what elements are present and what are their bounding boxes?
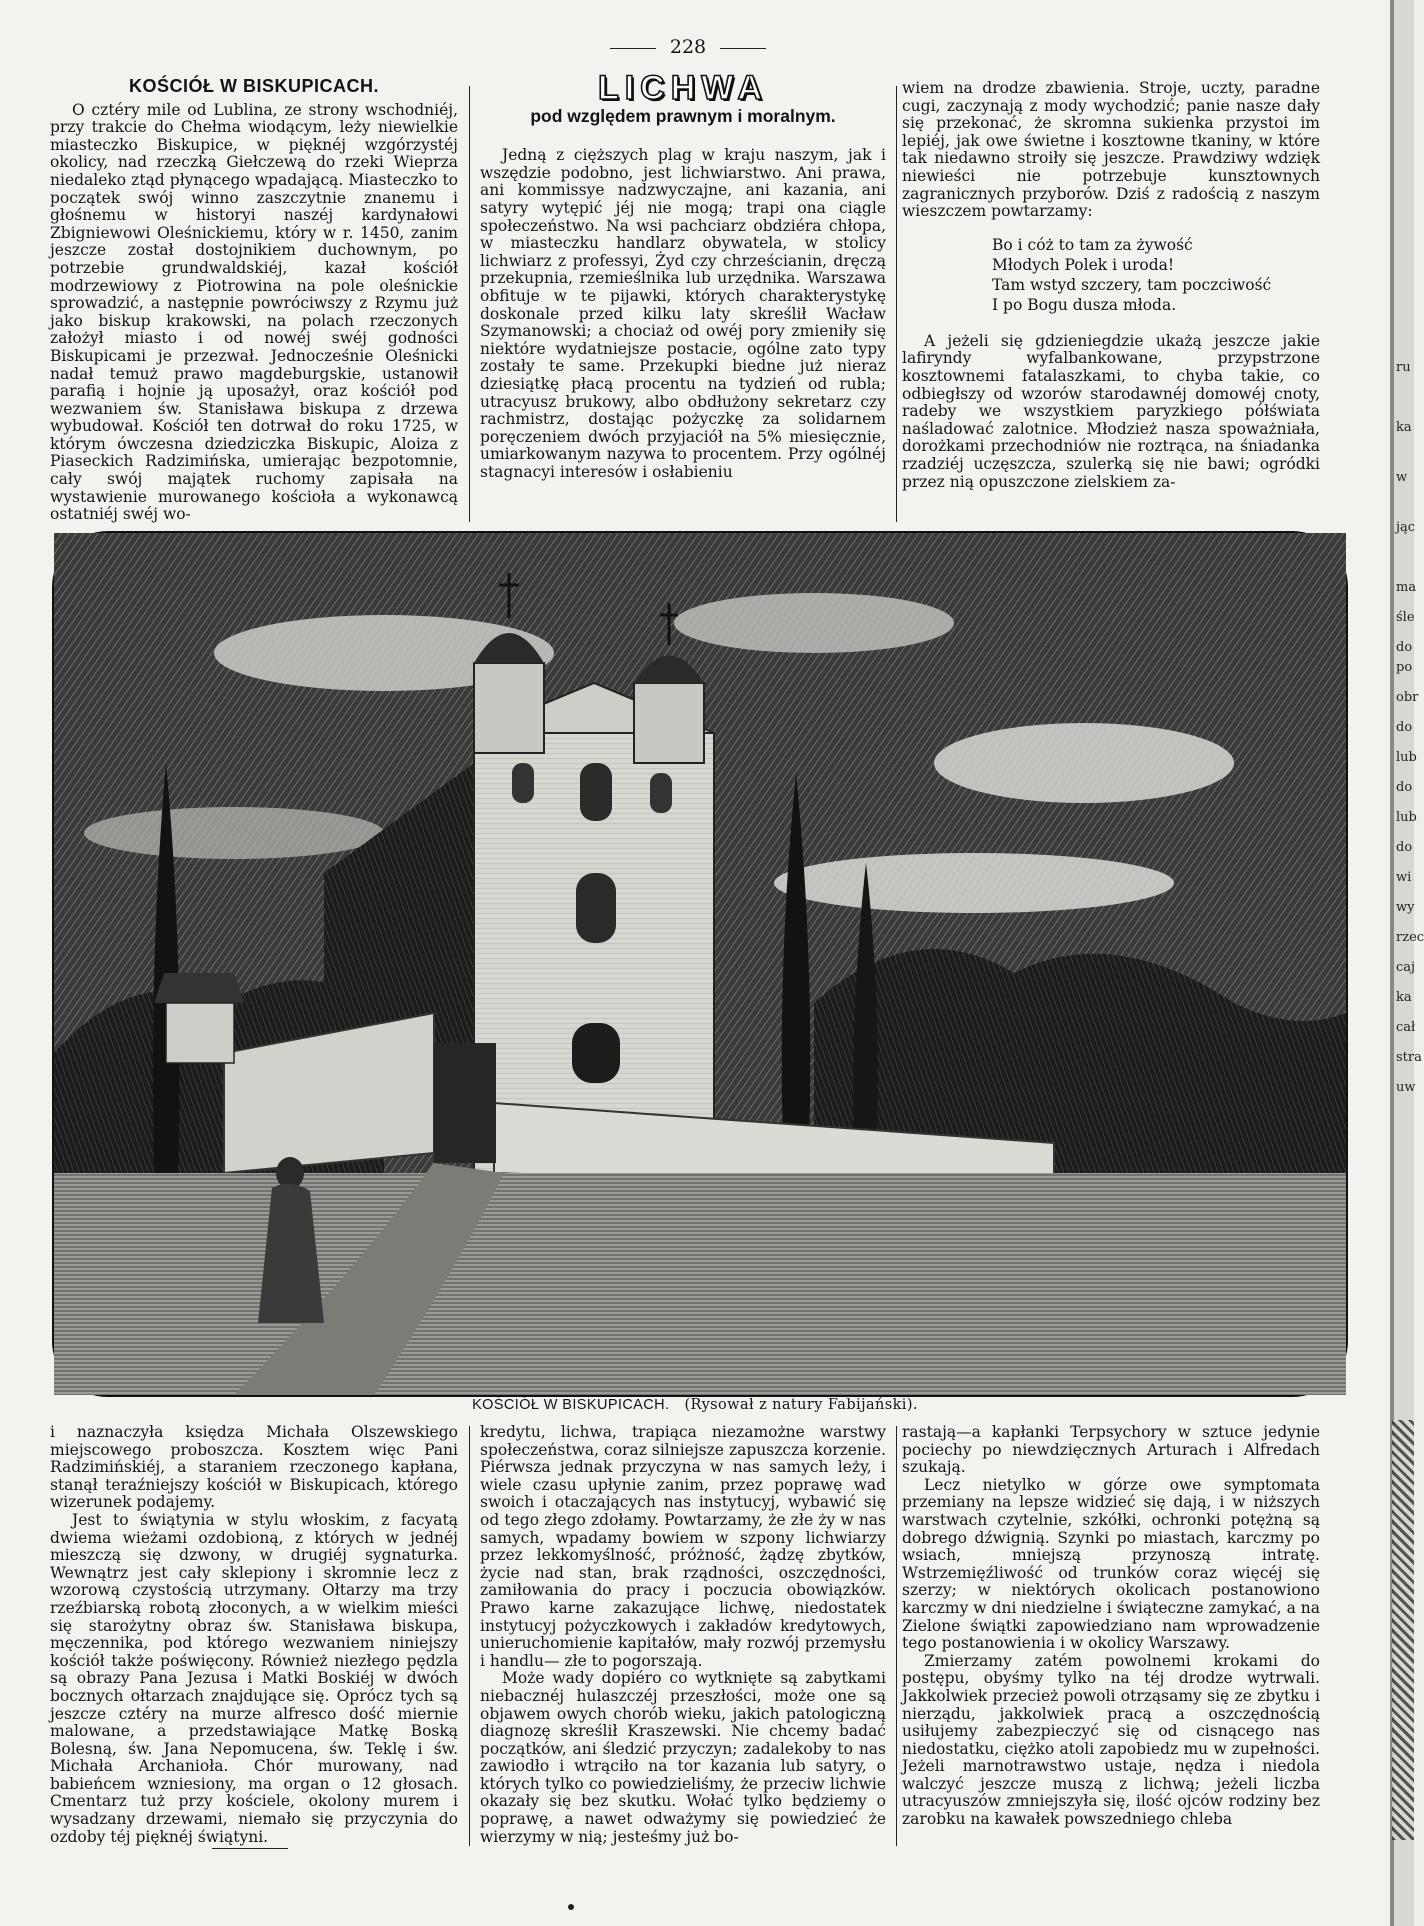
article-paragraph: A jeżeli się gdzieniegdzie ukażą jeszcze jakie lafiryndy wyfalbankowane, przypstrzone kosztownemi fatalaszkami, to chyba takie, co odbiegłszy od wzorów starodawnéj domowéj cnoty, radeby we wszystkiem paryzkiego półświata naśladować zalotnice. Młodzież nasza spoważniała, dorożkami przechodniów nie roztrąca, na śniadanka rzadziéj uczęszcza, szulerką się nie bawi; ogródki przez nią opuszczone zielskiem za- xyxy=(902,331,1320,491)
adjacent-text-fragment: lub xyxy=(1396,750,1417,765)
article-paragraph: kredytu, lichwa, trapiąca niezamożne warstwy społeczeństwa, coraz silniejsze zapuszcza korzenie. Piérwsza jednak przyczyna w nas samych leży, i wiele czasu upłynie zanim, przez poprawę wad swoich i otaczających nas instytucyj, wybawić się od tego złego zdołamy. Powtarzamy, że złe ży w nas samych, wpadamy bowiem w szpony lichwiarzy przez lekkomyślność, próżność, żądzę zbytków, życie nad stan, brak rządności, oszczędności, zamiłowania do pracy i poczucia obowiązków. Prawo karne zakazujące lichwę, niedostatek instytucyj pożyczkowych i zakładów kredytowych, unieruchomienie kapitałów, mały rozwój przemysłu i handlu— złe to pogorszają. xyxy=(480,1423,886,1670)
adjacent-text-fragment: caj xyxy=(1396,960,1416,975)
church-engraving xyxy=(52,531,1348,1397)
adjacent-text-fragment: do xyxy=(1396,840,1413,855)
article-paragraph: Lecz nietylko w górze owe symptomata przemiany na lepsze widzieć się dają, i w niższych warstwach czytelnie, szkółki, ochronki potężną są dobrego dźwignią. Szynki po miastach, karczmy po wsiach, mniejszą przynoszą intratę. Wstrzemięźliwość od trunków coraz więcéj się szerzy; w niektórych okolicach postanowiono karczmy w dni niedzielne i świąteczne zamykać, a na Zielone świątki zapowiedziano nam wprowadzenie tego postanowienia i w okolicy Warszawy. xyxy=(902,1475,1320,1653)
chapel-roof xyxy=(154,973,244,1003)
gate xyxy=(434,1043,496,1163)
facade-window xyxy=(650,773,672,813)
poem-line: Bo i cóż to tam za żywość xyxy=(992,235,1193,254)
column-rule-right-top xyxy=(896,86,897,522)
cloud xyxy=(674,593,954,653)
poem-quote xyxy=(992,235,1320,315)
poem-line: I po Bogu dusza młoda. xyxy=(992,295,1177,314)
facade-window xyxy=(512,763,534,803)
adjacent-text-fragment: rzec xyxy=(1396,930,1424,945)
article-subtitle-lichwa: pod względem prawnym i moralnym. xyxy=(530,105,836,126)
adjacent-text-fragment: uw xyxy=(1396,1080,1416,1095)
right-column-bottom xyxy=(902,1424,1320,1844)
facade-window-large xyxy=(576,873,616,943)
engraving-illustration xyxy=(54,533,1346,1395)
adjacent-text-fragment: wi xyxy=(1396,870,1412,885)
article-title-kosciol: KOŚCIÓŁ W BISKUPICACH. xyxy=(128,76,379,96)
poem-line: Młodych Polek i uroda! xyxy=(992,255,1175,274)
tower-left xyxy=(474,663,544,753)
adjacent-text-fragment: jąc xyxy=(1396,520,1416,535)
column-rule-right-bottom xyxy=(896,1426,897,1846)
adjacent-text-fragment: obr xyxy=(1396,690,1419,705)
left-column-bottom xyxy=(50,1424,458,1844)
article-end-rule xyxy=(212,1848,288,1849)
article-paragraph: wiem na drodze zbawienia. Stroje, uczty, paradne cugi, zaczynają z mody wychodzić; panie nasze dały się przekonać, że skromna sukienka przystoi im lepiéj, jak owe świetne i kosztowne tkaniny, w które tak niedawno stroiły się jeszcze. Prawdziwy wdzięk niewieści nie potrzebuje kunsztownych zagranicznych przyborów. Dziś z radością z naszym wieszczem powtarzamy: xyxy=(902,79,1320,221)
poem-line: Tam wstyd szczery, tam poczciwość xyxy=(992,275,1272,294)
adjacent-text-fragment: ma xyxy=(1396,580,1417,595)
page-number: 228 xyxy=(588,36,788,58)
cloud xyxy=(84,807,384,859)
ground xyxy=(54,1173,1346,1395)
adjacent-text-fragment: do xyxy=(1396,720,1413,735)
page-mark xyxy=(568,1904,574,1910)
cloud xyxy=(934,723,1234,803)
adjacent-text-fragment: w xyxy=(1396,470,1408,485)
article-paragraph: Może wady dopiéro co wytknięte są zabytkami niebacznéj hulaszczéj przeszłości, może one są objawem owych chorób wieku, jakich patologiczną diagnozę skreślił Kraszewski. Nie chcemy badać początków, ani śledzić przyczyn; zadalekoby to nas zawiodło i wtrąciło na tor kazania lub satyry, o których tylko co powiedzieliśmy, że przeciw lichwie okazały się bez skutku. Wołać tylko będziemy o poprawę, a nawet odważymy się powiedzieć że wierzymy w nią; jesteśmy już bo- xyxy=(480,1669,886,1846)
adjacent-text-fragment: ru xyxy=(1396,360,1411,375)
adjacent-text-fragment: stra xyxy=(1396,1050,1422,1065)
adjacent-text-fragment: do xyxy=(1396,640,1413,655)
adjacent-text-fragment: ka xyxy=(1396,420,1412,435)
article-paragraph: i naznaczyła księdza Michała Olszewskiego miejscowego proboszcza. Kosztem więc Pani Radzimińskiéj, a staraniem rzeczonego kapłana, stanął teraźniejszy kościół w Biskupicach, którego wizerunek podajemy. xyxy=(50,1423,458,1512)
middle-column-bottom xyxy=(480,1424,886,1844)
caption-credit: (Rysował z natury Fabijański). xyxy=(684,1397,918,1413)
facade-niche xyxy=(580,763,612,821)
article-paragraph: Jest to świątynia w stylu włoskim, z facyatą dwiema wieżami ozdobioną, z których w jednéj mieszczą się dzwony, w drugiéj sygnaturka. Wewnątrz jest cały sklepiony i skromnie lecz z wzorową czystością utrzymany. Ołtarzy ma trzy rzeźbiarską robotą złoconych, a w wielkim mieści się starożytny obraz św. Stanisława biskupa, męczennika, pod którego wezwaniem niniejszy kościół także poświęcony. Również niezłego pędzla są obrazy Pana Jezusa i Matki Boskiéj w dwóch bocznych ołtarzach znajdujące się. Oprócz tych są jeszcze cztéry na murze alfresco dość miernie malowane, a przedstawiające Matkę Boską Bolesną, św. Jana Nepomucena, św. Teklę i św. Michała Archanioła. Chór murowany, nad babieńcem wzniesiony, ma organ o 12 głosach. Cmentarz tuż przy kościele, okolony murem i wysadzany drzewami, niemało się przyczynia do ozdoby téj pięknéj świątyni. xyxy=(50,1510,458,1846)
cloud xyxy=(774,853,1174,913)
middle-column-top xyxy=(480,69,886,522)
chapel xyxy=(166,1003,234,1063)
adjacent-text-fragment: po xyxy=(1396,660,1413,675)
adjacent-text-fragment: ka xyxy=(1396,990,1412,1005)
adjacent-text-fragment: wy xyxy=(1396,900,1415,915)
adjacent-text-fragment: cał xyxy=(1396,1020,1416,1035)
adjacent-text-fragment: do xyxy=(1396,780,1413,795)
article-paragraph: O cztéry mile od Lublina, ze strony wschodniéj, przy trakcie do Chełma wiodącym, leży niewielkie miasteczko Biskupice, w pięknéj wzgórzystéj okolicy, nad rzeczką Giełczewą do rzeki Wieprza niedaleko ztąd płynącego wpadającą. Miasteczko to początek swój winno zaszczytnie znanemu i głośnemu w historyi naszéj kardynałowi Zbigniewowi Oleśnickiemu, który w r. 1450, zanim jeszcze został dostojnikiem duchownym, po potrzebie grundwaldskiéj, kazał kościół modrzewiowy z Piotrowina na pole oleśnickie sprowadzić, a następnie powróciwszy z Rzymu już jako biskup krakowski, na polach rzeczonych założył miasto i od nowéj swéj godności Biskupicami je przezwał. Jednocześnie Oleśnicki nadał temuż prawo magdeburgskie, ustanowił parafią i hojnie ją uposażył, oraz kościół pod wezwaniem św. Stanisława biskupa z drzewa wybudował. Kościół ten dotrwał do roku 1725, w którym ówczesna dziedziczka Biskupic, Aloiza z Piaseckich Radzimińska, umierając bezpotomnie, cały swój majątek ruchomy zapisała na wystawienie murowanego kościoła a wykonawcą ostatniéj swéj wo- xyxy=(50,100,458,524)
left-column-top xyxy=(50,76,458,524)
article-paragraph: rastają—a kapłanki Terpsychory w sztuce jedynie pociechy po niewdzięcznych Arturach i Alfredach szukają. xyxy=(902,1423,1320,1477)
column-rule-left-top xyxy=(469,86,470,522)
adjacent-text-fragment: lub xyxy=(1396,810,1417,825)
article-paragraph: Zmierzamy zatém powolnemi krokami do postępu, obyśmy tylko na téj drodze wytrwali. Jakkolwiek przecież powoli otrząsamy się ze zbytku i nierządu, jakkolwiek pracą a oszczędnością usiłujemy zabezpieczyć się od cisnącego nas niedostatku, ciężko atoli zapobiedz mu w zupełności. Jeżeli marnotrawstwo ustaje, nędza i niedola walczyć jeszcze muszą z lichwą; jeżeli liczba utracyuszów zmniejszyła się, ilość ojców rodziny bez zarobku na kawałek powszedniego chleba xyxy=(902,1651,1320,1829)
church-door xyxy=(572,1023,620,1083)
adjacent-page-illustration xyxy=(1392,1420,1414,1840)
caption-title: KOŚCIÓŁ W BISKUPICACH. xyxy=(472,1397,670,1413)
right-column-top xyxy=(902,80,1320,522)
tower-right xyxy=(634,683,704,763)
article-paragraph: Jedną z cięższych plag w kraju naszym, jak i wszędzie podobno, jest lichwiarstwo. Ani prawa, ani kommissye nadzwyczajne, ani kazania, ani satyry wytępić jéj nie mogą; trapi ona ciągle społeczeństwo. Na wsi pachciarz obdziéra chłopa, w miasteczku handlarz obywatela, w stolicy lichwiarz z professyi, Żyd czy chrześcianin, dręczą przekupnia, rzemieślnika lub urzędnika. Warszawa obfituje w te pijawki, których charakterystykę doskonale przed kilku laty skreślił Wacław Szymanowski; a chociaż od owéj pory zmieniły się niektóre wydatniejsze postacie, ogólne zato typy zostały te same. Przekupki biedne już nieraz dziesiątkę płacą procentu na tydzień od rubla; utracyusz brukowy, albo obdłużony sekretarz czy rachmistrz, dostając pożyczkę za solidarnem poręczeniem dwóch przyjaciół na 5% miesięcznie, umiarkowanym nazywa to procentem. Przy ogólnéj stagnacyi interesów i osłabieniu xyxy=(480,146,886,481)
column-rule-left-bottom xyxy=(469,1426,470,1846)
illustration-caption xyxy=(0,1397,1390,1413)
article-title-lichwa: LICHWA xyxy=(597,69,769,107)
adjacent-text-fragment: śle xyxy=(1396,610,1415,625)
